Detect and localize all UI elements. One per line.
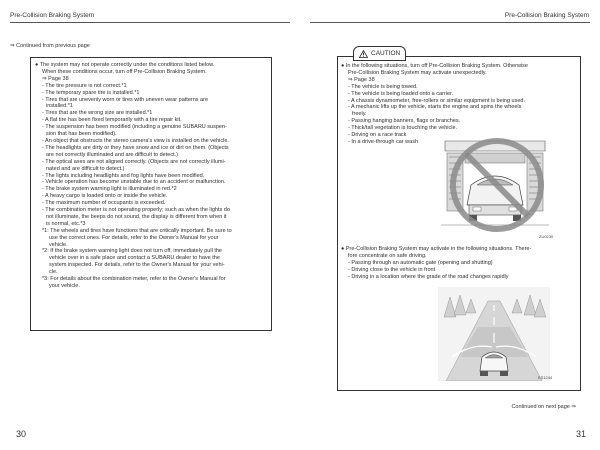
- list-item: - A heavy cargo is loaded onto or inside the vehicle.: [42, 193, 168, 200]
- right-header-rule: [310, 22, 590, 23]
- list-item: - Driving close to the vehicle in front: [348, 266, 436, 273]
- left-header-title: Pre-Collision Braking System: [10, 12, 95, 19]
- list-item: - The headlights are dirty or they have snow and ice or dirt on them. (Objects: [42, 144, 229, 151]
- left-header-rule: [10, 22, 290, 23]
- list-item: - A mechanic lifts up the vehicle, starts the engine and spins the wheels: [348, 104, 522, 111]
- list-item: - Passing hanging banners, flags or branches.: [348, 118, 461, 125]
- left-note-text: [35, 62, 267, 290]
- text-line: ● The system may not operate correctly under the conditions listed below.: [35, 62, 215, 68]
- footnote-cont: vehicle.: [49, 241, 68, 248]
- footnote: *1: The wheels and tires have functions that are critically important. Be sure to: [42, 227, 232, 234]
- figure-2-code: ES1244: [538, 375, 553, 380]
- list-item: - In a drive-through car wash: [348, 138, 419, 145]
- list-item: - The vehicle is being towed.: [348, 83, 418, 90]
- page-reference: ⇒ Page 38: [348, 76, 375, 83]
- text-line: Pre-Collision Braking System may activate unexpectedly.: [348, 69, 487, 76]
- list-item: - The maximum number of occupants is exceeded.: [42, 200, 166, 207]
- footnote-cont: cle.: [49, 269, 58, 276]
- text-line: ● Pre-Collision Braking System may activate in the following situations. There-: [341, 246, 532, 252]
- road-grade-illustration: [438, 287, 553, 381]
- list-item: - The suspension has been modified (including a genuine SUBARU suspen-: [42, 124, 227, 131]
- list-item-cont: not illuminate, the beeps do not sound, the display is different from when it: [46, 213, 227, 220]
- list-item: - Driving in a location where the grade of the road changes rapidly: [348, 273, 509, 280]
- list-item: - The brake system warning light is illuminated in red.*2: [42, 186, 177, 193]
- page-reference: ⇒ Page 38: [42, 75, 69, 82]
- list-item: - The temporary spare tire is installed.*1: [42, 89, 140, 96]
- list-item-cont: are not correctly illuminated and are difficult to detect.): [46, 151, 178, 158]
- list-item: - A flat tire has been fixed temporarily with a tire repair kit.: [42, 117, 182, 124]
- caution-tab: [353, 46, 406, 61]
- right-section-2: [341, 246, 577, 281]
- list-item: - A chassis dynamometer, free-rollers or similar equipment is being used.: [348, 97, 525, 104]
- caution-label: CAUTION: [371, 50, 401, 57]
- list-item: - Thick/tall vegetation is touching the vehicle.: [348, 125, 458, 132]
- list-item-cont: sion that has been modified).: [46, 131, 117, 138]
- warning-triangle-icon: [359, 50, 368, 58]
- list-item: - An object that obstructs the stereo camera's view is installed on the vehicle.: [42, 137, 229, 144]
- page-number-right: 31: [575, 429, 586, 439]
- list-item: - Driving on a race track: [348, 132, 407, 139]
- footnote: *2: If the brake system warning light does not turn off, immediately pull the: [42, 248, 222, 255]
- list-item-cont: freely.: [352, 111, 367, 118]
- page-number-left: 30: [16, 429, 27, 439]
- list-item: - The vehicle is being loaded onto a carrier.: [348, 90, 454, 97]
- list-item-cont: installed.*1: [46, 103, 73, 110]
- list-item: - Tires that are unevenly worn or tires with uneven wear patterns are: [42, 96, 208, 103]
- list-item: - The combination meter is not operating properly; such as when the lights do: [42, 207, 230, 214]
- figure-1-code: ZU0230: [539, 234, 554, 239]
- footnote-cont: vehicle over in a safe place and contact a SUBARU dealer to have the: [49, 255, 220, 262]
- list-item: - Passing through an automatic gate (opening and shutting): [348, 259, 493, 266]
- text-line: ● In the following situations, turn off Pre-Collision Braking System. Otherwise: [341, 63, 528, 69]
- footnote-cont: system inspected. For details, refer to the Owner's Manual for your vehi-: [49, 262, 225, 269]
- list-item-cont: is normal, etc.*3: [46, 220, 86, 227]
- footnote-cont: your vehicle.: [49, 283, 80, 289]
- footnote-cont: use the correct ones. For details, refer to the Owner's Manual for your: [49, 234, 219, 241]
- right-header-title: Pre-Collision Braking System: [504, 12, 589, 19]
- text-line: fore concentrate on safe driving.: [348, 252, 427, 259]
- car-wash-illustration: [439, 133, 554, 241]
- continued-on-next-page: Continued on next page ⇒: [511, 404, 576, 410]
- list-item-cont: nated and are difficult to detect.): [46, 165, 125, 172]
- list-item: - Tires that are the wrong size are installed.*1: [42, 110, 153, 117]
- list-item: - The tire pressure is not correct.*1: [42, 82, 127, 89]
- list-item: - The lights including headlights and fog lights have been modified.: [42, 172, 205, 179]
- list-item: - The optical axes are not aligned correctly. (Objects are not correctly illumi-: [42, 158, 226, 165]
- text-line: When these conditions occur, turn off Pre-Collision Braking System.: [42, 68, 207, 75]
- footnote: *3: For details about the combination meter, refer to the Owner's Manual for: [42, 276, 226, 283]
- list-item: - Vehicle operation has become unstable due to an accident or malfunction.: [42, 179, 226, 186]
- continued-from-previous: ⇒ Continued from previous page: [10, 43, 90, 49]
